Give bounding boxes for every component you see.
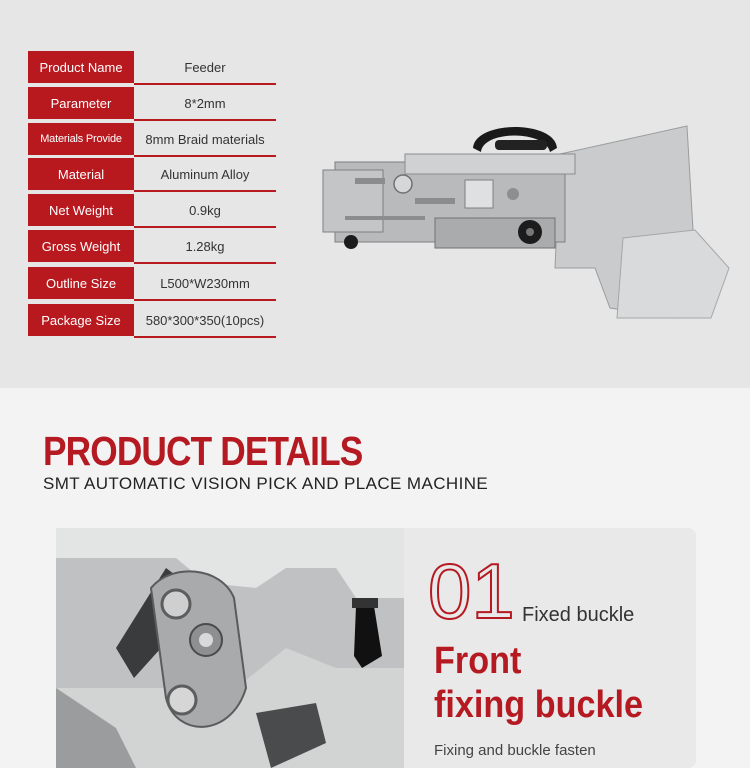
spec-label: Product Name bbox=[28, 51, 134, 83]
spec-divider bbox=[134, 336, 276, 338]
product-details-title: PRODUCT DETAILS bbox=[43, 428, 363, 474]
buckle-closeup-image bbox=[56, 528, 404, 768]
spec-row bbox=[28, 85, 276, 121]
spec-value: L500*W230mm bbox=[160, 275, 250, 291]
spec-value: Feeder bbox=[184, 59, 226, 75]
spec-label: Gross Weight bbox=[28, 230, 134, 262]
spec-row bbox=[28, 302, 276, 338]
spec-label: Material bbox=[28, 158, 134, 190]
spec-row bbox=[28, 228, 276, 264]
spec-row bbox=[28, 192, 276, 228]
spec-value: 8mm Braid materials bbox=[145, 131, 265, 147]
product-details-subtitle: SMT AUTOMATIC VISION PICK AND PLACE MACHINE bbox=[43, 474, 489, 493]
spec-divider bbox=[134, 299, 276, 301]
feature-card bbox=[56, 528, 696, 768]
spec-row bbox=[28, 156, 276, 192]
feature-headline-line2: fixing buckle bbox=[434, 684, 644, 726]
spec-value: 8*2mm bbox=[184, 95, 226, 111]
feature-headline-line1: Front bbox=[434, 640, 522, 682]
spec-value: Aluminum Alloy bbox=[160, 166, 250, 182]
spec-label: Net Weight bbox=[28, 194, 134, 226]
spec-row bbox=[28, 265, 276, 301]
spec-label: Parameter bbox=[28, 87, 134, 119]
spec-row bbox=[28, 49, 276, 85]
spec-value: 580*300*350(10pcs) bbox=[145, 312, 265, 328]
spec-row bbox=[28, 121, 276, 157]
feeder-machine-image bbox=[305, 118, 725, 328]
feature-number: 01 bbox=[428, 547, 515, 635]
spec-label: Outline Size bbox=[28, 267, 134, 299]
spec-divider bbox=[134, 262, 276, 264]
spec-label: Package Size bbox=[28, 304, 134, 336]
spec-value: 0.9kg bbox=[189, 202, 221, 218]
feature-description: Fixing and buckle fasten bbox=[434, 742, 596, 759]
spec-value: 1.28kg bbox=[185, 238, 225, 254]
feature-label: Fixed buckle bbox=[522, 604, 635, 626]
spec-label: Materials Provide bbox=[28, 123, 134, 155]
